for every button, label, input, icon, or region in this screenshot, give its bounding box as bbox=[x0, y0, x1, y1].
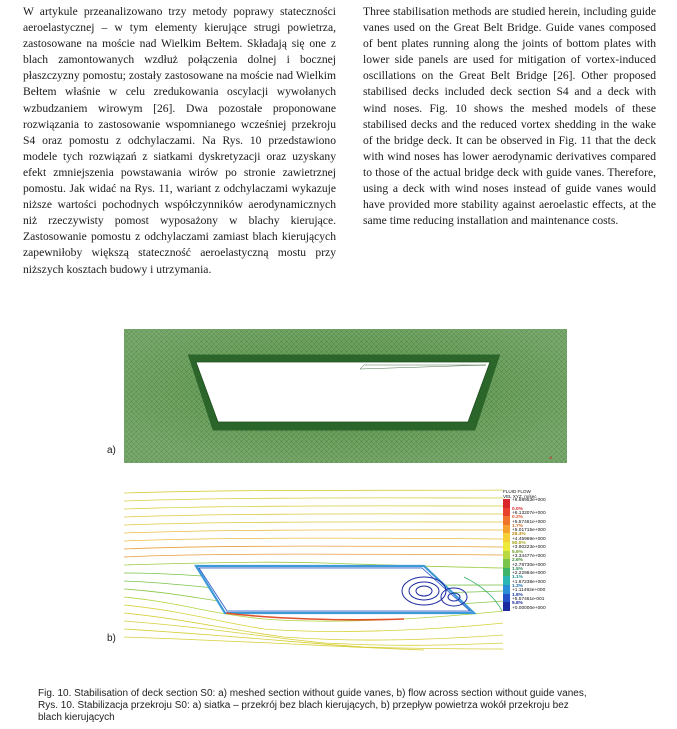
legend-swatch bbox=[503, 525, 510, 534]
legend-swatch bbox=[503, 559, 510, 568]
flow-panel bbox=[124, 487, 567, 652]
caption-line-polish-cont: blach kierujących bbox=[38, 712, 115, 724]
legend-row bbox=[503, 602, 565, 611]
paragraph-polish: W artykule przeanalizowano trzy metody poprawy stateczności aeroelastycznej – w tym elementy kierujące strugi powietrza, zastosowane na moście nad Wielkim Bełtem. Składają się one z blach zamontowanych wzdłuż połączenia dolnej i bocznej płaszczyzny pomostu; zostały zastosowane na moście nad Wielkim Bełtem właśnie w celu zredukowania oscylacji wywołanych wzbudzaniem wirowym [26]. Dwa pozostałe proponowane rozwiązania to zastosowanie wspomnianego wcześniej przekroju S4 oraz pomostu z odchylaczami. Na Rys. 10 przedstawiono modele tych rozwiązań z siatkami dyskretyzacji oraz uzyskany efekt zmniejszenia powstawania wirów po stronie zawietrznej pomostu. Jak widać na Rys. 11, wariant z odchylaczami wykazuje niższe wartości pochodnych współczynników aerodynamicznych niż rzeczywisty pomost wyposażony w blachy kierujące. Zastosowanie pomostu z odchylaczami zamiast blach kierujących zapewniłoby większą stateczność aeroelastyczną mostu przy niższych kosztach budowy i utrzymania. bbox=[23, 5, 336, 276]
legend-value: +4.45969e+000 bbox=[512, 536, 546, 542]
legend-value: +5.57461e-001 bbox=[512, 596, 545, 602]
legend-percent: 1.1% bbox=[512, 575, 523, 581]
legend-value: +2.78730e+000 bbox=[512, 562, 546, 568]
legend-value: +1.67238e+000 bbox=[512, 579, 546, 585]
legend-text bbox=[510, 499, 546, 503]
legend-value: +5.01715e+000 bbox=[512, 528, 546, 534]
legend-percent: 0.0% bbox=[512, 506, 523, 512]
legend-text bbox=[510, 602, 546, 611]
legend-rows bbox=[503, 499, 565, 611]
caption-line-english: Fig. 10. Stabilisation of deck section S0: a) meshed section without guide vanes, b) flow across section without guide vanes, bbox=[38, 688, 587, 699]
legend-swatch bbox=[503, 594, 510, 603]
legend-swatch bbox=[503, 508, 510, 517]
legend-percent: 0.2% bbox=[512, 515, 523, 521]
legend-percent: 1.8% bbox=[512, 592, 523, 598]
legend-percent: 1.3% bbox=[512, 583, 523, 589]
deck-section-shape bbox=[196, 362, 490, 422]
figure-label-b: b) bbox=[107, 633, 116, 644]
legend-swatch bbox=[503, 568, 510, 577]
legend-value: +0.00000e+000 bbox=[512, 605, 546, 611]
legend-percent: 5.6% bbox=[512, 549, 523, 555]
legend-value: +1.11492e+000 bbox=[512, 588, 546, 594]
legend-swatch bbox=[503, 551, 510, 560]
legend-value: +5.57461e+000 bbox=[512, 519, 546, 525]
legend-value: +3.90223e+000 bbox=[512, 545, 546, 551]
figure-caption bbox=[38, 688, 658, 725]
legend-swatch bbox=[503, 516, 510, 525]
text-column-english bbox=[363, 4, 656, 229]
mesh-panel bbox=[124, 329, 567, 463]
legend-swatch bbox=[503, 585, 510, 594]
svg-text:⊕: ⊕ bbox=[549, 455, 553, 460]
legend-percent: 50.0% bbox=[512, 540, 526, 546]
legend-swatch bbox=[503, 499, 510, 508]
flow-velocity-legend bbox=[503, 489, 565, 649]
legend-percent: 2.6% bbox=[512, 558, 523, 564]
legend-percent: 5.8% bbox=[512, 601, 523, 607]
legend-percent: 28.4% bbox=[512, 532, 526, 538]
legend-value: +2.22984e+000 bbox=[512, 571, 546, 577]
figure-label-a: a) bbox=[107, 445, 116, 456]
deck-section-outline bbox=[196, 566, 474, 613]
paragraph-english: Three stabilisation methods are studied herein, including guide vanes used on the Great Belt Bridge. Guide vanes composed of bent plates running along the joints of bottom plates with lower side panels are used for mitigation of vortex-induced oscillations on the Great Belt Bridge [26]. Other proposed stabilised decks included deck section S4 and a deck with wind noses. Fig. 10 shows the meshed models of these stabilised decks and the reduced vortex shedding in the wake of the bridge deck. It can be observed in Fig. 11 that the deck with wind noses has lower aerodynamic derivatives compared to those of the actual bridge deck with guide vanes. Therefore, using a deck with wind noses instead of guide vanes would have provided more stability against aeroelastic effects, at the same time reducing installation and maintenance costs. bbox=[363, 5, 656, 228]
legend-value: +6.68953e+000 bbox=[512, 498, 546, 503]
legend-swatch bbox=[503, 576, 510, 585]
legend-swatch bbox=[503, 542, 510, 551]
caption-line-polish: Rys. 10. Stabilizacja przekroju S0: a) siatka – przekrój bez blach kierujących, b) przepływ powietrza wokół przekroju bez bbox=[38, 700, 569, 712]
legend-swatch bbox=[503, 533, 510, 542]
legend-title-2: VEL XYZ, m/sec bbox=[503, 494, 537, 499]
legend-value: +3.34477e+000 bbox=[512, 553, 546, 559]
legend-title-1: FLUID FLOW bbox=[503, 489, 531, 494]
text-column-polish bbox=[23, 4, 336, 278]
legend-percent: 1.7% bbox=[512, 523, 523, 529]
legend-percent: 1.5% bbox=[512, 566, 523, 572]
legend-value: +6.13207e+000 bbox=[512, 511, 546, 516]
legend-swatch bbox=[503, 602, 510, 611]
